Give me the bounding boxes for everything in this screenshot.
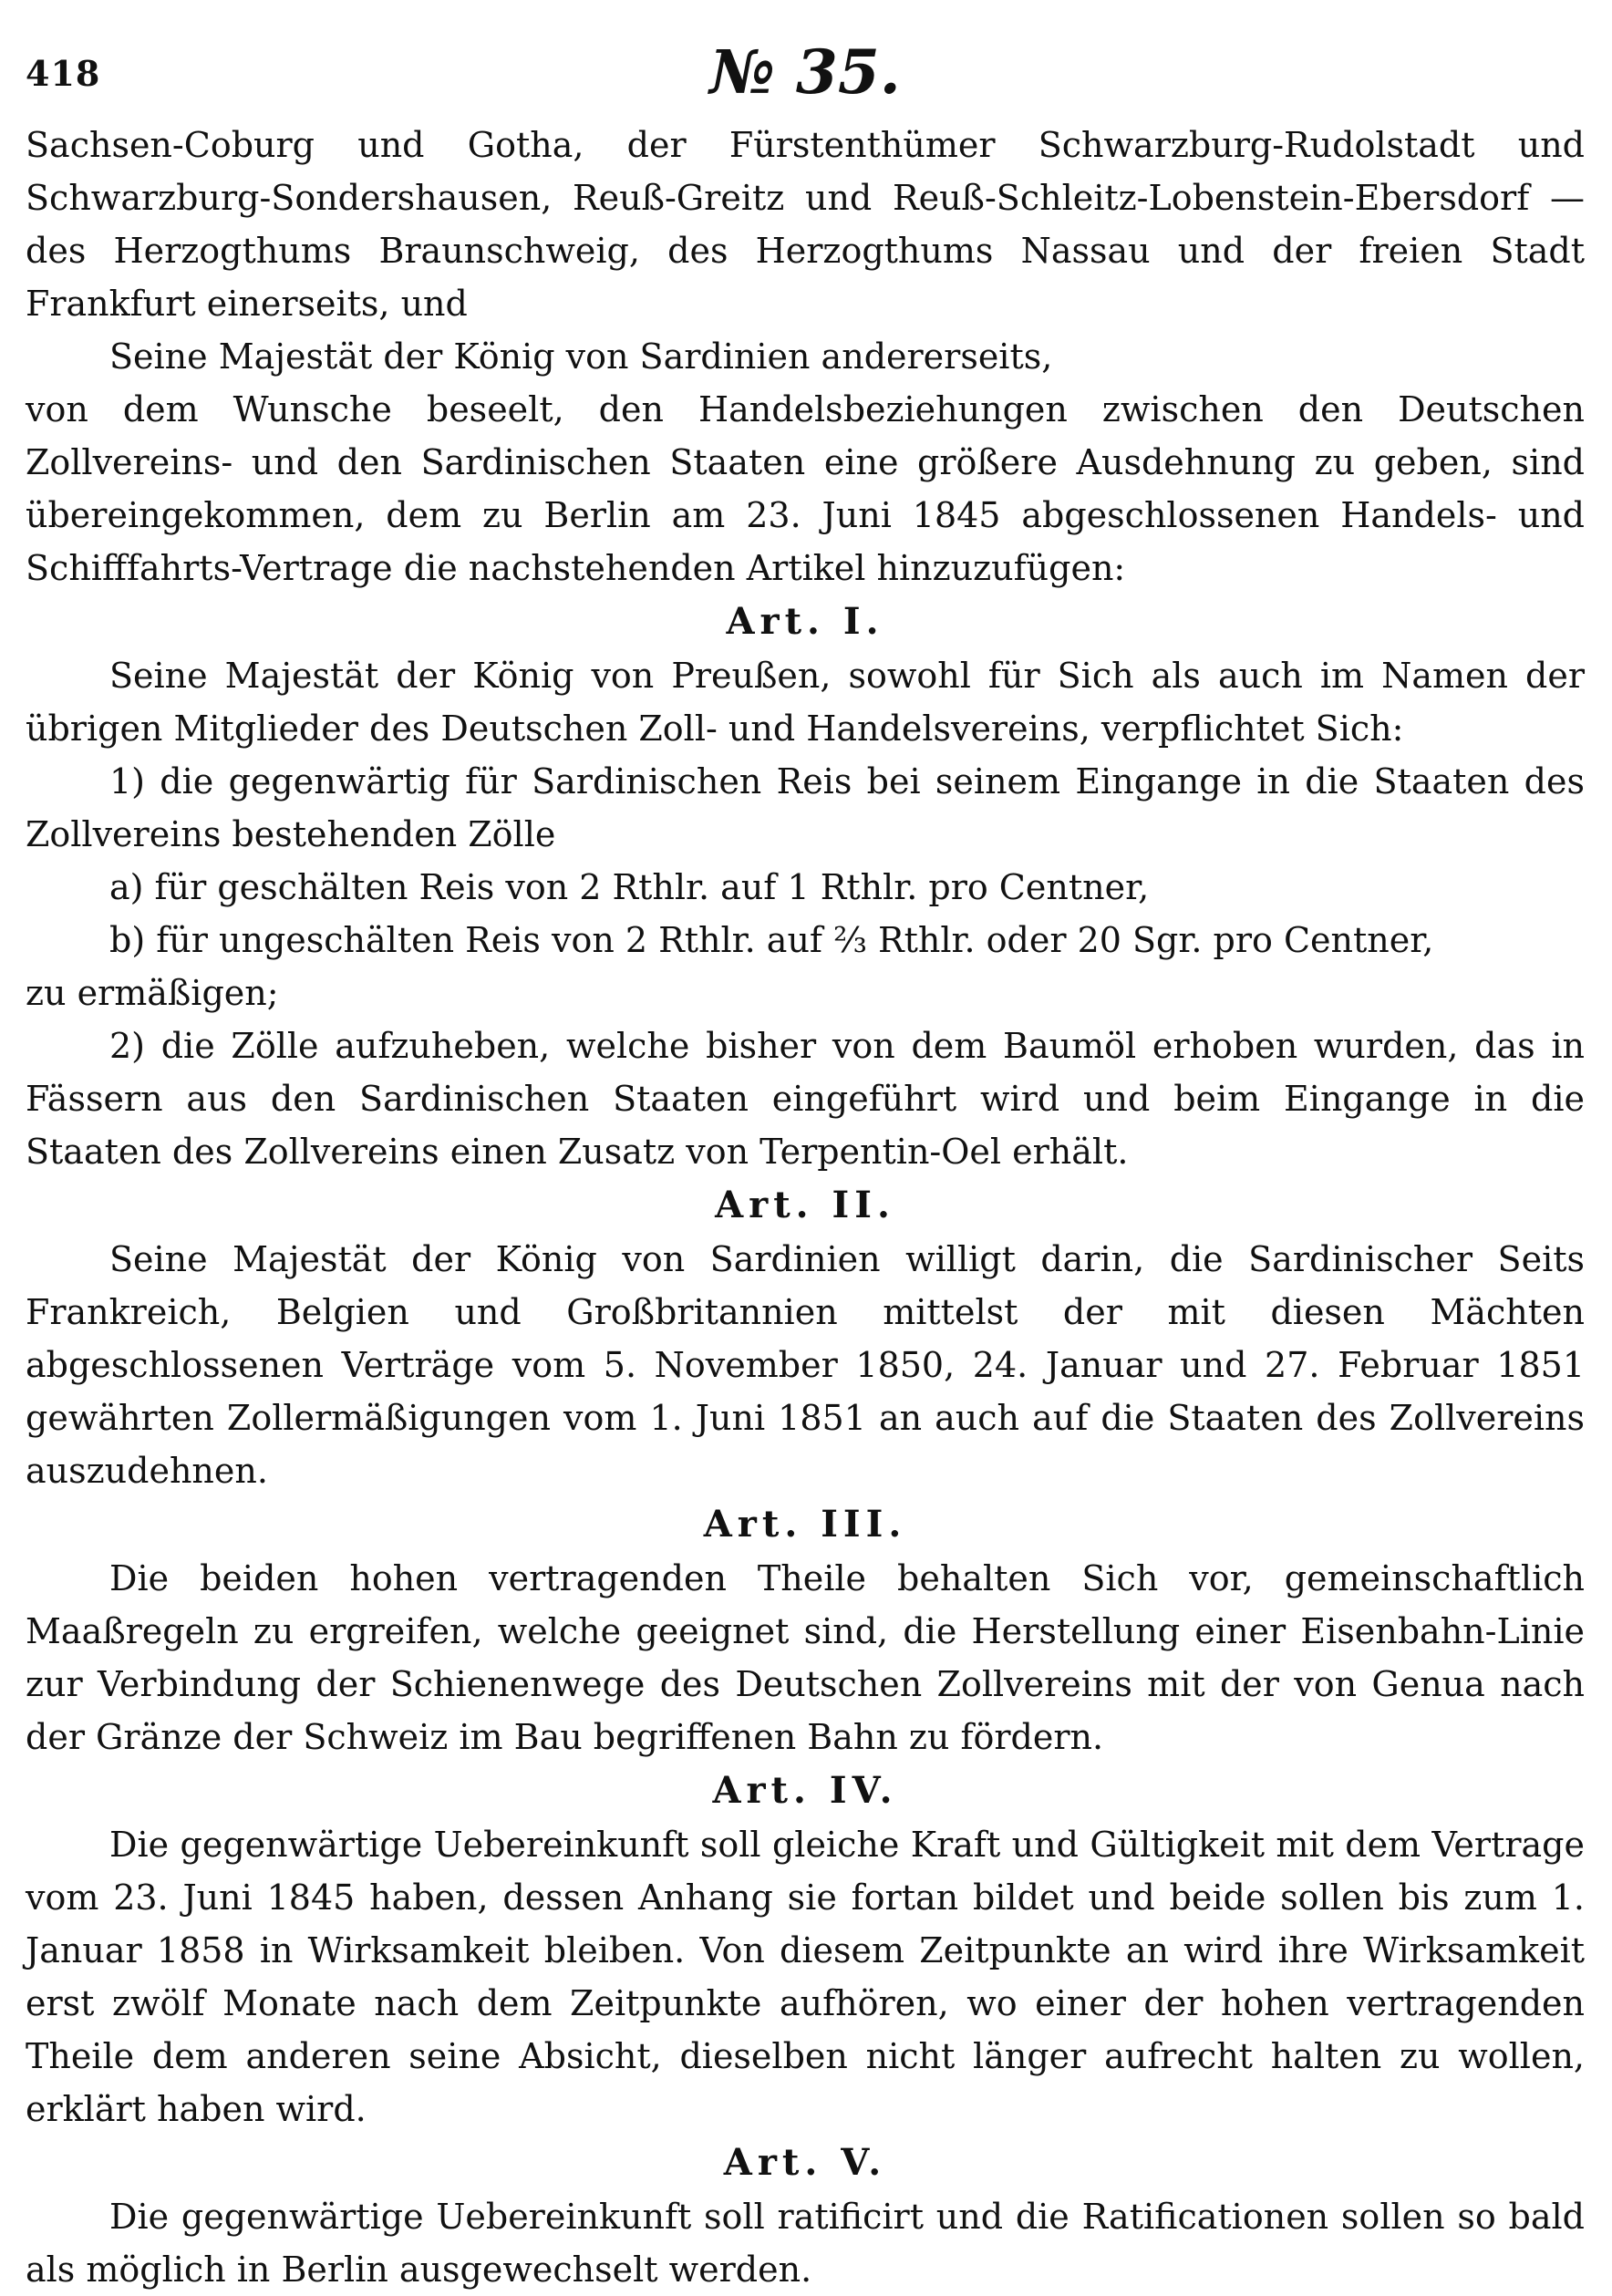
document-page <box>26 36 1585 2296</box>
article-5-paragraph: Die gegenwärtige Uebereinkunft soll ratificirt und die Ratificationen sollen so bald als möglich in Berlin ausgewechselt werden. <box>26 2197 1585 2290</box>
article-1-paragraph: Seine Majestät der König von Preußen, sowohl für Sich als auch im Namen der übrigen Mitglieder des Deutschen Zoll- und Handelsvereins, verpflichtet Sich: <box>26 656 1585 749</box>
article-1-subitem: b) für ungeschälten Reis von 2 Rthlr. auf ⅔ Rthlr. oder 20 Sgr. pro Centner, <box>109 920 1434 960</box>
page-number: 418 <box>26 53 101 94</box>
article-1-subitem: a) für geschälten Reis von 2 Rthlr. auf 1 Rthlr. pro Centner, <box>109 867 1150 907</box>
document-body <box>26 119 1585 2296</box>
issue-number: № 35. <box>709 36 901 108</box>
article-2-heading: Art. II. <box>715 1184 895 1226</box>
article-1-item: 2) die Zölle aufzuheben, welche bisher von dem Baumöl erhoben wurden, das in Fässern aus den Sardinischen Staaten eingeführt wird und beim Eingange in die Staaten des Zollvereins einen Zusatz von Terpentin-Oel erhält. <box>26 1026 1585 1172</box>
page-header <box>26 36 1585 119</box>
article-1-item: 1) die gegenwärtig für Sardinischen Reis bei seinem Eingange in die Staaten des Zollvereins bestehenden Zölle <box>26 761 1585 854</box>
article-4-heading: Art. IV. <box>712 1769 898 1812</box>
intro-paragraph: von dem Wunsche beseelt, den Handelsbeziehungen zwischen den Deutschen Zollvereins- und den Sardinischen Staaten eine größere Ausdehnung zu geben, sind übereingekommen, dem zu Berlin am 23. Juni 1845 abgeschlossenen Handels- und Schifffahrts-Vertrage die nachstehenden Artikel hinzuzufügen: <box>26 389 1585 588</box>
article-1-heading: Art. I. <box>726 600 884 643</box>
article-4-paragraph: Die gegenwärtige Uebereinkunft soll gleiche Kraft und Gültigkeit mit dem Vertrage vom 23. Juni 1845 haben, dessen Anhang sie fortan bildet und beide sollen bis zum 1. Januar 1858 in Wirksamkeit bleiben. Von diesem Zeitpunkte an wird ihre Wirksamkeit erst zwölf Monate nach dem Zeitpunkte aufhören, wo einer der hohen vertragenden Theile dem anderen seine Absicht, dieselben nicht länger aufrecht halten zu wollen, erklärt haben wird. <box>26 1825 1585 2129</box>
article-2-paragraph: Seine Majestät der König von Sardinien willigt darin, die Sardinischer Seits Frankreich, Belgien und Großbritannien mittelst der mit diesen Mächten abgeschlossenen Verträge vom 5. November 1850, 24. Januar und 27. Februar 1851 gewährten Zollermäßigungen vom 1. Juni 1851 an auch auf die Staaten des Zollvereins auszudehnen. <box>26 1239 1585 1491</box>
article-3-heading: Art. III. <box>703 1503 907 1546</box>
intro-paragraph: Seine Majestät der König von Sardinien andererseits, <box>109 336 1053 377</box>
intro-paragraph: Sachsen-Coburg und Gotha, der Fürstenthümer Schwarzburg-Rudolstadt und Schwarzburg-Sondershausen, Reuß-Greitz und Reuß-Schleitz-Lobenstein-Ebersdorf — des Herzogthums Braunschweig, des Herzogthums Nassau und der freien Stadt Frankfurt einerseits, und <box>26 125 1585 324</box>
article-3-paragraph: Die beiden hohen vertragenden Theile behalten Sich vor, gemeinschaftlich Maaßregeln zu ergreifen, welche geeignet sind, die Herstellung einer Eisenbahn-Linie zur Verbindung der Schienenwege des Deutschen Zollvereins mit der von Genua nach der Gränze der Schweiz im Bau begriffenen Bahn zu fördern. <box>26 1558 1585 1757</box>
article-1-item-continuation: zu ermäßigen; <box>26 973 279 1013</box>
article-5-heading: Art. V. <box>723 2141 887 2184</box>
